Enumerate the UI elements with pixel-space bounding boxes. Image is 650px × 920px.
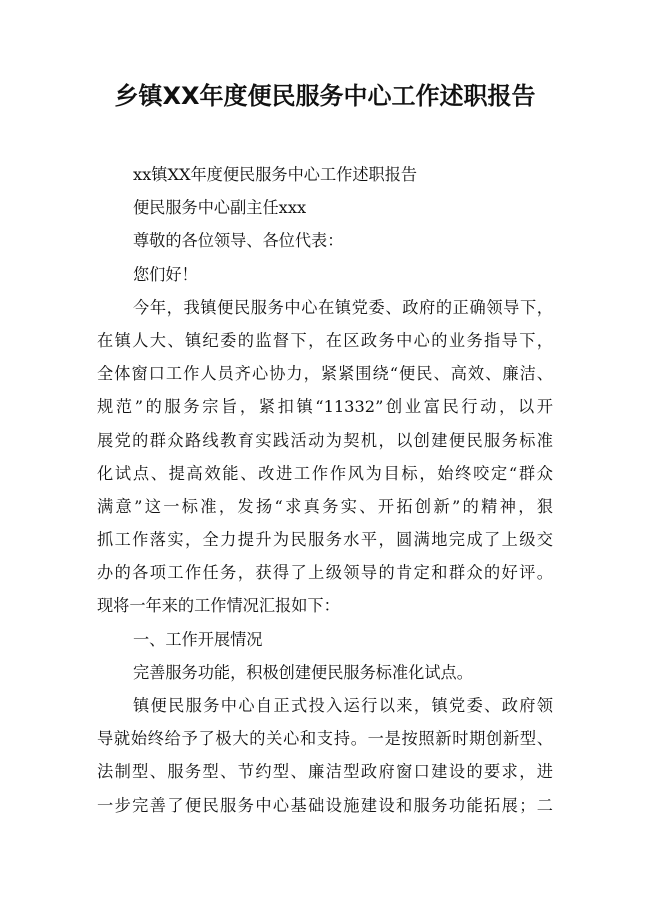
paragraph-line: 展党的群众路线教育实践活动为契机，以创建便民服务标准 <box>97 430 553 450</box>
paragraph-line: 抓工作落实，全力提升为民服务水平，圆满地完成了上级交 <box>97 530 553 550</box>
section-heading: 一、工作开展情况 <box>133 629 263 649</box>
paragraph-line: 镇便民服务中心自正式投入运行以来，镇党委、政府领 <box>133 696 553 715</box>
paragraph-line: 今年，我镇便民服务中心在镇党委、政府的正确领导下， <box>133 297 553 317</box>
document-title: 乡镇XX年度便民服务中心工作述职报告 <box>114 82 536 110</box>
author-line: 便民服务中心副主任xxx <box>133 198 307 218</box>
document-body <box>97 158 553 822</box>
salutation-line: 尊敬的各位领导、各位代表： <box>133 231 344 251</box>
paragraph-line: 现将一年来的工作情况汇报如下： <box>97 596 340 616</box>
paragraph-line: 办的各项工作任务，获得了上级领导的肯定和群众的好评。 <box>97 563 553 583</box>
paragraph-line: 化试点、提高效能、改进工作作风为目标，始终咬定“群众 <box>97 463 553 483</box>
subsection-heading: 完善服务功能，积极创建便民服务标准化试点。 <box>133 662 473 682</box>
paragraph-line: 法制型、服务型、节约型、廉洁型政府窗口建设的要求，进 <box>97 762 553 782</box>
paragraph-line: 在镇人大、镇纪委的监督下，在区政务中心的业务指导下， <box>97 330 553 350</box>
paragraph-line: 满意”这一标准，发扬“求真务实、开拓创新”的精神，狠 <box>97 496 553 516</box>
paragraph-line: 一步完善了便民服务中心基础设施建设和服务功能拓展；二 <box>97 795 553 815</box>
paragraph-line: 全体窗口工作人员齐心协力，紧紧围绕“便民、高效、廉洁、 <box>97 364 553 384</box>
greeting-line: 您们好！ <box>133 264 198 284</box>
paragraph-line: 导就始终给予了极大的关心和支持。一是按照新时期创新型、 <box>97 729 553 749</box>
subtitle-line: xx镇XX年度便民服务中心工作述职报告 <box>133 165 418 184</box>
paragraph-line: 规范”的服务宗旨，紧扣镇“11332”创业富民行动，以开 <box>97 397 553 417</box>
